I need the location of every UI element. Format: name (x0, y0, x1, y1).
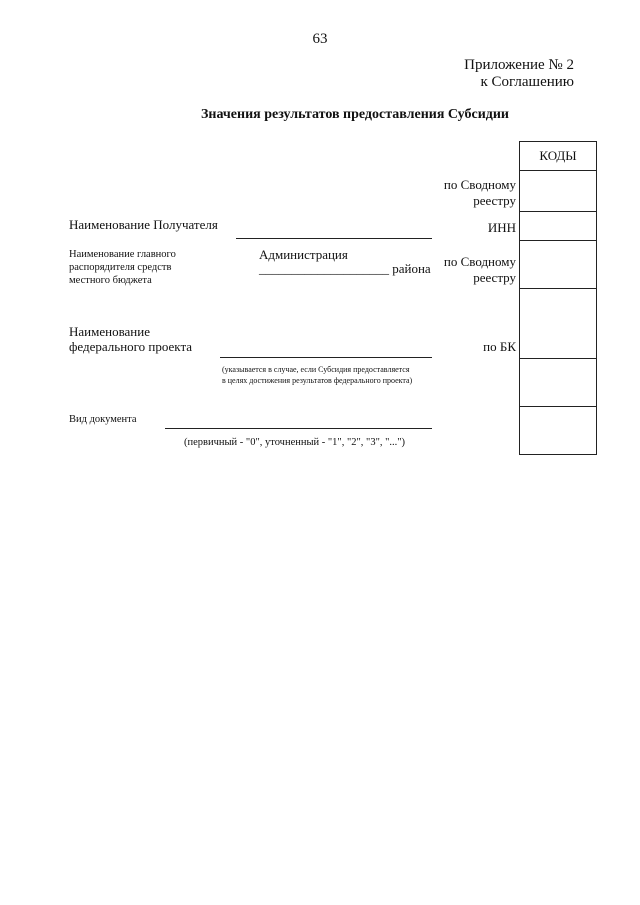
project-note-1: (указывается в случае, если Субсидия предоставляется (222, 365, 410, 374)
administration-blank-line: ____________________ (259, 261, 389, 276)
code-cell-bk[interactable] (520, 289, 596, 359)
inn-label: ИНН (487, 220, 516, 235)
doc-type-field-line[interactable] (165, 428, 432, 429)
code-cell-svod-1[interactable] (520, 171, 596, 212)
code-cell-doc-type[interactable] (520, 407, 596, 454)
recipient-field-line[interactable] (236, 238, 432, 239)
code-cell-extra[interactable] (520, 359, 596, 407)
gr-label-c: местного бюджета (69, 275, 152, 286)
code-cell-svod-2[interactable] (520, 241, 596, 289)
svod-label-1b: реестру (473, 193, 516, 208)
bk-label: по БК (483, 339, 516, 354)
project-note-2: в целях достижения результатов федерального проекта) (222, 376, 413, 385)
gr-label-b: распорядителя средств (69, 262, 172, 273)
appendix-line-2: к Соглашению (480, 74, 574, 90)
page-number: 63 (312, 31, 328, 47)
svod-label-1a: по Сводному (443, 177, 516, 192)
svod-label-2a: по Сводному (443, 254, 516, 269)
document-title: Значения результатов предоставления Субсидии (201, 107, 509, 122)
administration-suffix: района (392, 261, 431, 276)
recipient-label: Наименование Получателя (69, 217, 218, 232)
doc-type-note: (первичный - "0", уточненный - "1", "2", "3", "...") (184, 437, 406, 448)
project-label-b: федерального проекта (69, 339, 193, 354)
administration-word: Администрация (259, 247, 348, 262)
project-field-line[interactable] (220, 357, 432, 358)
appendix-line-1: Приложение № 2 (464, 57, 574, 73)
codes-table (519, 141, 597, 455)
code-cell-inn[interactable] (520, 212, 596, 241)
gr-label-a: Наименование главного (69, 249, 176, 260)
svod-label-2b: реестру (473, 270, 516, 285)
project-label-a: Наименование (69, 324, 150, 339)
administration-blank[interactable] (259, 261, 431, 276)
doc-type-label: Вид документа (69, 414, 137, 425)
codes-header: КОДЫ (520, 142, 596, 171)
